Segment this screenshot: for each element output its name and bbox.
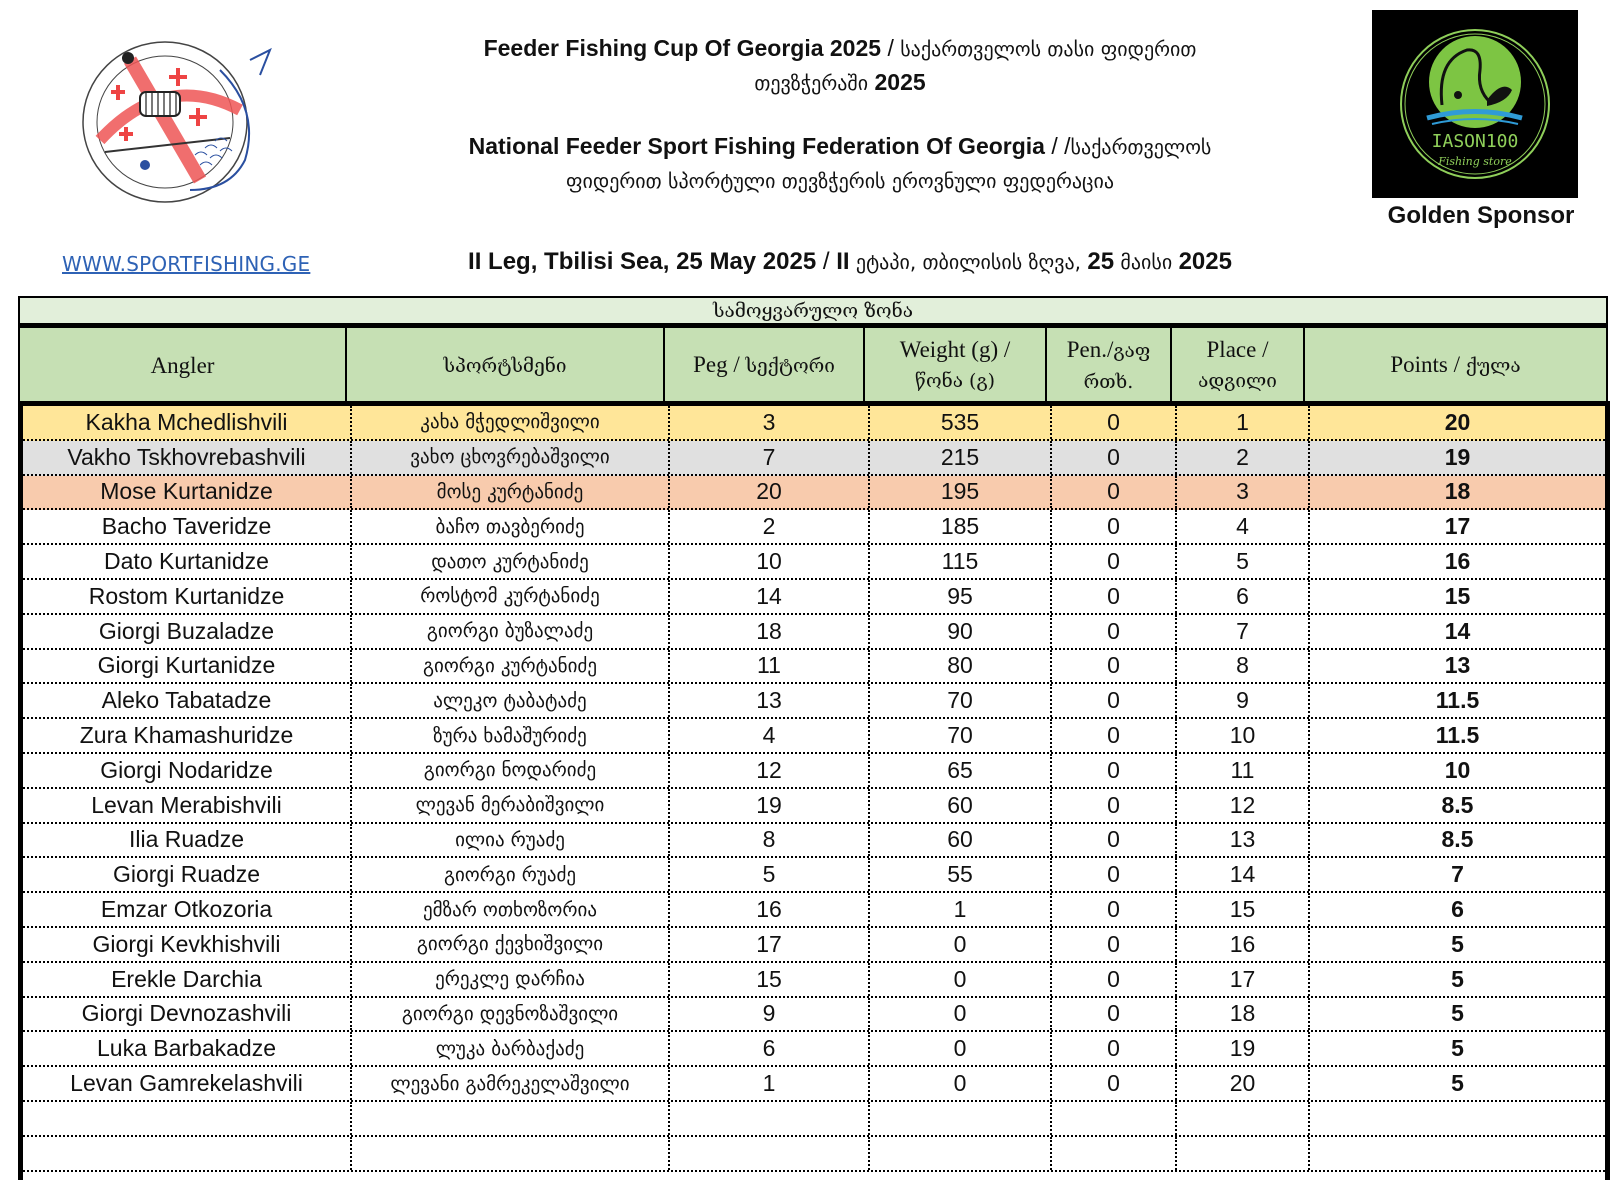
cell-angler-ge: ბაჩო თავბერიძე bbox=[352, 510, 670, 543]
col-header-weight: Weight (g) / წონა (გ) bbox=[865, 328, 1047, 403]
cell-points: 11.5 bbox=[1435, 722, 1480, 749]
cell-points: 7 bbox=[1451, 861, 1464, 888]
table-row bbox=[23, 1032, 1605, 1067]
cell-weight: 185 bbox=[870, 510, 1052, 543]
cell-peg: 2 bbox=[670, 510, 870, 543]
cell-angler: Erekle Darchia bbox=[23, 963, 352, 996]
cell-peg: 13 bbox=[670, 684, 870, 717]
cell-weight: 0 bbox=[870, 963, 1052, 996]
cell-angler-ge: გიორგი კურტანიძე bbox=[352, 650, 670, 683]
cell-angler-ge: ლევანი გამრეკელაშვილი bbox=[352, 1067, 670, 1100]
cell-peg: 20 bbox=[670, 476, 870, 509]
cup-title-ge-2: თევზჭერაში bbox=[754, 71, 869, 95]
cell-weight: 0 bbox=[870, 928, 1052, 961]
cell-place: 12 bbox=[1177, 789, 1310, 822]
cell-weight: 60 bbox=[870, 789, 1052, 822]
cell-weight: 55 bbox=[870, 858, 1052, 891]
federation-title-line-2 bbox=[370, 164, 1310, 198]
cell-peg bbox=[670, 1137, 870, 1170]
cell-peg: 11 bbox=[670, 650, 870, 683]
cell-points: 5 bbox=[1451, 930, 1464, 957]
cell-angler: Ilia Ruadze bbox=[23, 824, 352, 857]
table-row bbox=[23, 789, 1605, 824]
cell-place: 1 bbox=[1177, 406, 1310, 439]
cell-points: 16 bbox=[1444, 548, 1471, 575]
leg-day: 25 bbox=[1087, 248, 1115, 275]
cell-points: 5 bbox=[1451, 965, 1464, 992]
cell-pen: 0 bbox=[1052, 545, 1177, 578]
table-row bbox=[23, 406, 1605, 441]
federation-title-en: National Feeder Sport Fishing Federation Of Georgia bbox=[468, 133, 1045, 159]
cell-angler: Emzar Otkozoria bbox=[23, 893, 352, 926]
document-titles bbox=[370, 32, 1310, 198]
cell-place: 19 bbox=[1177, 1032, 1310, 1065]
cell-weight: 70 bbox=[870, 719, 1052, 752]
cell-pen: 0 bbox=[1052, 963, 1177, 996]
empty-table-row bbox=[23, 1137, 1605, 1172]
cell-pen: 0 bbox=[1052, 441, 1177, 474]
cell-place: 2 bbox=[1177, 441, 1310, 474]
cell-angler: Levan Gamrekelashvili bbox=[23, 1067, 352, 1100]
leg-title bbox=[370, 248, 1330, 276]
cell-angler: Luka Barbakadze bbox=[23, 1032, 352, 1065]
cell-weight bbox=[870, 1102, 1052, 1135]
leg-title-ge-1: ეტაპი, თბილისის ზღვა, bbox=[849, 250, 1088, 274]
federation-title-ge-1: საქართველოს bbox=[1070, 135, 1212, 159]
cell-place: 10 bbox=[1177, 719, 1310, 752]
col-header-angler-ge: სპორტსმენი bbox=[347, 328, 665, 403]
cell-angler: Giorgi Ruadze bbox=[23, 858, 352, 891]
cell-place: 11 bbox=[1177, 754, 1310, 787]
sponsor-logo bbox=[1372, 10, 1578, 198]
cell-angler: Giorgi Nodaridze bbox=[23, 754, 352, 787]
cell-angler-ge: მოსე კურტანიძე bbox=[352, 476, 670, 509]
table-row bbox=[23, 928, 1605, 963]
cup-title-line-2 bbox=[370, 66, 1310, 100]
cell-points: 15 bbox=[1444, 582, 1471, 609]
cell-angler-ge: ვახო ცხოვრებაშვილი bbox=[352, 441, 670, 474]
cell-pen: 0 bbox=[1052, 928, 1177, 961]
cell-pen: 0 bbox=[1052, 754, 1177, 787]
table-row bbox=[23, 650, 1605, 685]
cell-points: 5 bbox=[1451, 1000, 1464, 1027]
cell-pen: 0 bbox=[1052, 1032, 1177, 1065]
cell-place: 3 bbox=[1177, 476, 1310, 509]
table-row bbox=[23, 580, 1605, 615]
table-row bbox=[23, 963, 1605, 998]
cup-title bbox=[370, 32, 1310, 66]
cell-weight bbox=[870, 1137, 1052, 1170]
cell-angler-ge: გიორგი ბუზალაძე bbox=[352, 615, 670, 648]
cell-angler-ge: ლევან მერაბიშვილი bbox=[352, 789, 670, 822]
cell-points: 6 bbox=[1451, 896, 1464, 923]
cell-points: 8.5 bbox=[1441, 791, 1474, 818]
cell-pen: 0 bbox=[1052, 580, 1177, 613]
federation-title-ge-2: ფიდერით სპორტული თევზჭერის ეროვნული ფედერაცია bbox=[566, 169, 1114, 193]
cell-angler: Kakha Mchedlishvili bbox=[23, 406, 352, 439]
cell-place: 13 bbox=[1177, 824, 1310, 857]
cell-points: 5 bbox=[1451, 1035, 1464, 1062]
cell-pen: 0 bbox=[1052, 789, 1177, 822]
cell-place bbox=[1177, 1137, 1310, 1170]
cell-pen: 0 bbox=[1052, 998, 1177, 1031]
cell-angler-ge: გიორგი დევნოზაშვილი bbox=[352, 998, 670, 1031]
cell-weight: 1 bbox=[870, 893, 1052, 926]
cell-peg: 12 bbox=[670, 754, 870, 787]
cell-peg: 6 bbox=[670, 1032, 870, 1065]
cell-pen: 0 bbox=[1052, 650, 1177, 683]
cell-angler: Dato Kurtanidze bbox=[23, 545, 352, 578]
cell-points: 13 bbox=[1444, 652, 1471, 679]
table-row bbox=[23, 998, 1605, 1033]
cup-title-year: 2025 bbox=[868, 69, 926, 95]
cell-peg: 1 bbox=[670, 1067, 870, 1100]
cell-angler-ge bbox=[352, 1137, 670, 1170]
cell-points: 19 bbox=[1444, 443, 1471, 470]
cell-place: 4 bbox=[1177, 510, 1310, 543]
cell-angler-ge: გიორგი რუაძე bbox=[352, 858, 670, 891]
table-row bbox=[23, 615, 1605, 650]
empty-table-row bbox=[23, 1102, 1605, 1137]
cell-weight: 65 bbox=[870, 754, 1052, 787]
cell-angler-ge: დათო კურტანიძე bbox=[352, 545, 670, 578]
table-row bbox=[23, 510, 1605, 545]
cell-weight: 80 bbox=[870, 650, 1052, 683]
col-header-points: Points / ქულა bbox=[1390, 352, 1521, 377]
cup-title-ge-1: საქართველოს თასი ფიდერით bbox=[900, 37, 1197, 61]
table-header bbox=[18, 328, 1608, 403]
cell-place: 17 bbox=[1177, 963, 1310, 996]
table-row bbox=[23, 754, 1605, 789]
cell-place: 16 bbox=[1177, 928, 1310, 961]
cell-points: 10 bbox=[1444, 756, 1471, 783]
cell-pen bbox=[1052, 1102, 1177, 1135]
cell-points: 17 bbox=[1444, 513, 1471, 540]
cell-angler-ge: ილია რუაძე bbox=[352, 824, 670, 857]
website-link[interactable]: WWW.SPORTFISHING.GE bbox=[62, 252, 311, 276]
cell-peg: 16 bbox=[670, 893, 870, 926]
cell-angler: Giorgi Kurtanidze bbox=[23, 650, 352, 683]
cell-weight: 95 bbox=[870, 580, 1052, 613]
col-header-penalty: Pen./გაფ რთხ. bbox=[1047, 328, 1172, 403]
cell-angler-ge bbox=[352, 1102, 670, 1135]
table-row bbox=[23, 684, 1605, 719]
cell-pen: 0 bbox=[1052, 893, 1177, 926]
leg-separator: / bbox=[816, 248, 837, 275]
cell-pen: 0 bbox=[1052, 476, 1177, 509]
cell-peg: 17 bbox=[670, 928, 870, 961]
cell-place: 8 bbox=[1177, 650, 1310, 683]
cell-angler bbox=[23, 1137, 352, 1170]
table-row bbox=[23, 1067, 1605, 1102]
cell-place: 9 bbox=[1177, 684, 1310, 717]
cell-pen: 0 bbox=[1052, 615, 1177, 648]
cell-peg: 4 bbox=[670, 719, 870, 752]
cell-peg: 15 bbox=[670, 963, 870, 996]
table-row bbox=[23, 545, 1605, 580]
cell-angler-ge: ემზარ ოთხოზორია bbox=[352, 893, 670, 926]
cell-angler: Rostom Kurtanidze bbox=[23, 580, 352, 613]
cell-angler: Giorgi Kevkhishvili bbox=[23, 928, 352, 961]
cell-peg: 9 bbox=[670, 998, 870, 1031]
cell-pen: 0 bbox=[1052, 858, 1177, 891]
federation-separator: / / bbox=[1044, 133, 1071, 159]
cell-angler-ge: ალეკო ტაბატაძე bbox=[352, 684, 670, 717]
cell-weight: 115 bbox=[870, 545, 1052, 578]
cell-angler-ge: გიორგი ნოდარიძე bbox=[352, 754, 670, 787]
table-row bbox=[23, 858, 1605, 893]
col-header-peg: Peg / სექტორი bbox=[665, 328, 865, 403]
cell-pen: 0 bbox=[1052, 719, 1177, 752]
cell-angler: Giorgi Devnozashvili bbox=[23, 998, 352, 1031]
cell-points: 11.5 bbox=[1435, 687, 1480, 714]
cell-weight: 215 bbox=[870, 441, 1052, 474]
cell-angler: Giorgi Buzaladze bbox=[23, 615, 352, 648]
cell-weight: 535 bbox=[870, 406, 1052, 439]
cell-peg bbox=[670, 1102, 870, 1135]
table-row bbox=[23, 441, 1605, 476]
cell-weight: 0 bbox=[870, 1032, 1052, 1065]
cell-place: 6 bbox=[1177, 580, 1310, 613]
cell-weight: 195 bbox=[870, 476, 1052, 509]
cell-peg: 10 bbox=[670, 545, 870, 578]
cell-pen: 0 bbox=[1052, 684, 1177, 717]
cell-angler-ge: როსტომ კურტანიძე bbox=[352, 580, 670, 613]
cell-pen: 0 bbox=[1052, 510, 1177, 543]
sponsor-logo-subtext: Fishing store bbox=[1438, 155, 1512, 168]
sponsor-logo-text: IASON100 bbox=[1431, 131, 1519, 152]
cup-title-en: Feeder Fishing Cup Of Georgia 2025 bbox=[483, 35, 882, 61]
cell-points: 20 bbox=[1444, 408, 1471, 435]
cell-angler-ge: კახა მჭედლიშვილი bbox=[352, 406, 670, 439]
cell-weight: 70 bbox=[870, 684, 1052, 717]
cell-angler: Vakho Tskhovrebashvili bbox=[23, 441, 352, 474]
cell-peg: 19 bbox=[670, 789, 870, 822]
cell-peg: 14 bbox=[670, 580, 870, 613]
table-row bbox=[23, 719, 1605, 754]
cell-points: 18 bbox=[1444, 478, 1471, 505]
cell-angler: Aleko Tabatadze bbox=[23, 684, 352, 717]
leg-title-en: II Leg, Tbilisi Sea, 25 May 2025 bbox=[468, 248, 817, 275]
cell-points bbox=[1310, 1137, 1605, 1170]
table-row bbox=[23, 476, 1605, 511]
cell-points: 8.5 bbox=[1441, 826, 1474, 853]
table-body bbox=[18, 401, 1610, 1180]
cell-points bbox=[1310, 1102, 1605, 1135]
sponsor-label: Golden Sponsor bbox=[1387, 202, 1575, 229]
leg-roman: II bbox=[836, 248, 850, 275]
cell-angler-ge: ერეკლე დარჩია bbox=[352, 963, 670, 996]
cell-pen: 0 bbox=[1052, 824, 1177, 857]
cell-angler bbox=[23, 1102, 352, 1135]
cell-angler: Bacho Taveridze bbox=[23, 510, 352, 543]
cell-pen: 0 bbox=[1052, 406, 1177, 439]
cell-points: 14 bbox=[1444, 617, 1471, 644]
cell-weight: 60 bbox=[870, 824, 1052, 857]
table-row bbox=[23, 824, 1605, 859]
cell-weight: 0 bbox=[870, 998, 1052, 1031]
federation-title bbox=[370, 130, 1310, 164]
cell-angler: Zura Khamashuridze bbox=[23, 719, 352, 752]
cell-place: 5 bbox=[1177, 545, 1310, 578]
cell-weight: 90 bbox=[870, 615, 1052, 648]
cell-pen: 0 bbox=[1052, 1067, 1177, 1100]
cell-place: 15 bbox=[1177, 893, 1310, 926]
cell-angler: Levan Merabishvili bbox=[23, 789, 352, 822]
table-row bbox=[23, 893, 1605, 928]
col-header-angler: Angler bbox=[20, 328, 347, 403]
cell-place: 18 bbox=[1177, 998, 1310, 1031]
leg-title-ge-2: მაისი bbox=[1114, 250, 1179, 274]
cell-angler-ge: ლუკა ბარბაქაძე bbox=[352, 1032, 670, 1065]
federation-logo bbox=[70, 30, 285, 220]
cell-place: 7 bbox=[1177, 615, 1310, 648]
cell-angler-ge: ზურა ხამაშურიძე bbox=[352, 719, 670, 752]
cell-angler: Mose Kurtanidze bbox=[23, 476, 352, 509]
cell-place: 20 bbox=[1177, 1067, 1310, 1100]
cell-place bbox=[1177, 1102, 1310, 1135]
cell-peg: 18 bbox=[670, 615, 870, 648]
cell-peg: 7 bbox=[670, 441, 870, 474]
cell-peg: 5 bbox=[670, 858, 870, 891]
title-separator: / bbox=[881, 35, 901, 61]
col-header-place: Place / ადგილი bbox=[1172, 328, 1305, 403]
cell-weight: 0 bbox=[870, 1067, 1052, 1100]
cell-pen bbox=[1052, 1137, 1177, 1170]
cell-peg: 8 bbox=[670, 824, 870, 857]
cell-place: 14 bbox=[1177, 858, 1310, 891]
zone-title: სამოყვარულო ზონა bbox=[18, 296, 1608, 328]
cell-peg: 3 bbox=[670, 406, 870, 439]
leg-year: 2025 bbox=[1178, 248, 1232, 275]
cell-points: 5 bbox=[1451, 1070, 1464, 1097]
cell-angler-ge: გიორგი ქევხიშვილი bbox=[352, 928, 670, 961]
results-table bbox=[18, 296, 1608, 1180]
